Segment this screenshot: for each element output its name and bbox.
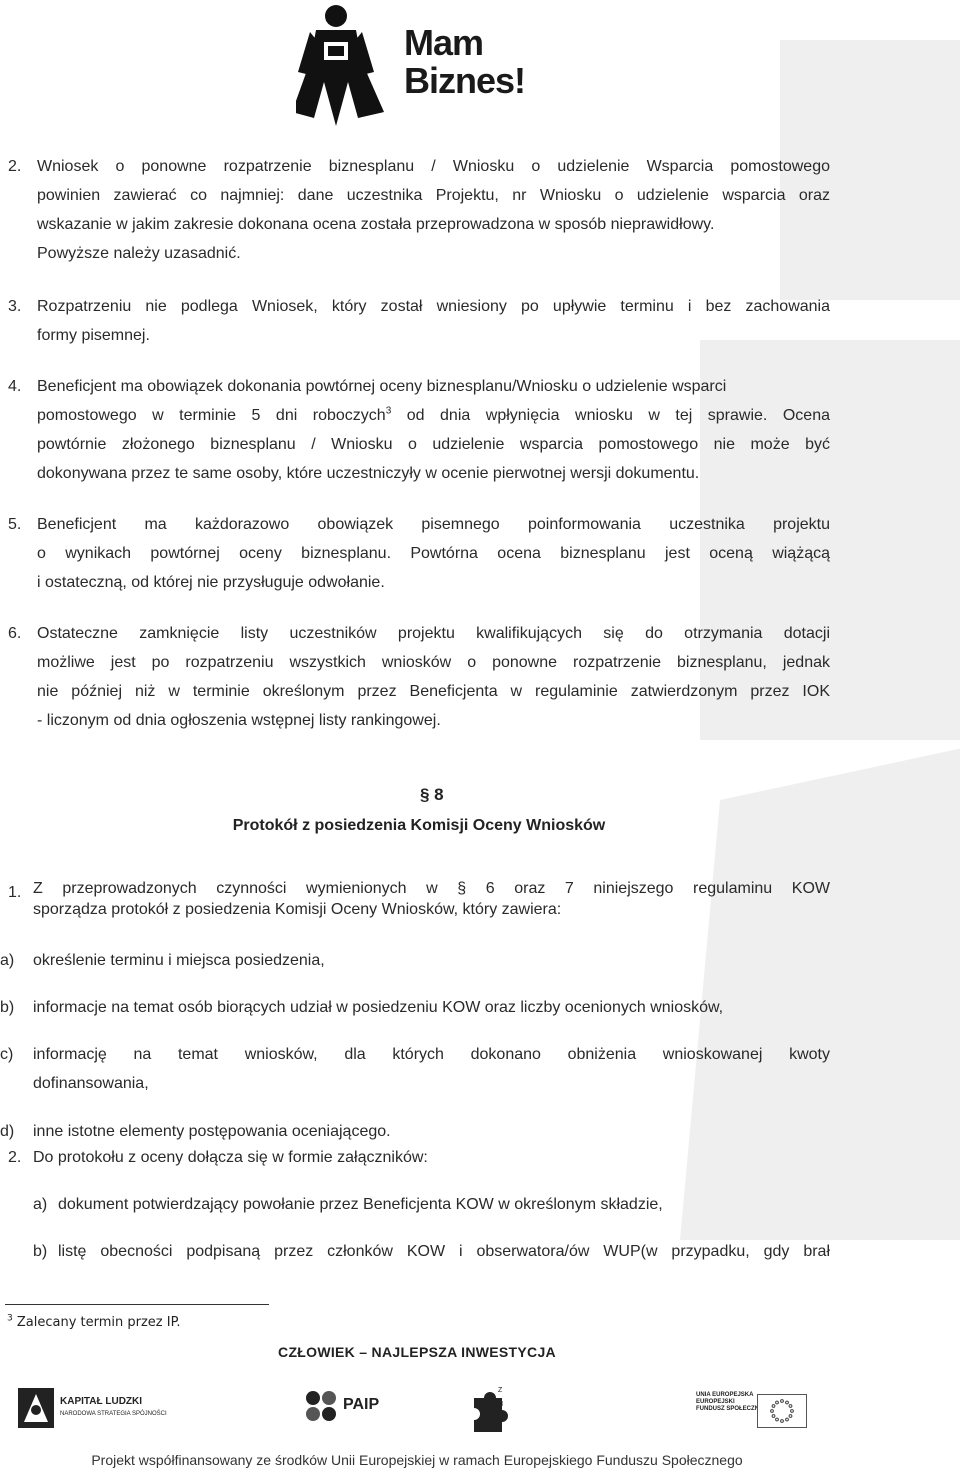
paragraph-item-6 xyxy=(37,619,830,735)
item-number: 5. xyxy=(8,516,22,533)
logo-wordmark xyxy=(404,24,525,100)
kapital-ludzki-subtitle: NARODOWA STRATEGIA SPÓJNOŚCI xyxy=(60,1411,167,1417)
footnote-mark: 3 xyxy=(7,1313,13,1324)
section-title: Protokół z posiedzenia Komisji Oceny Wniosków xyxy=(232,817,606,834)
item-number: 3. xyxy=(8,298,22,315)
item-number: 2. xyxy=(8,1149,22,1166)
footnote-ref[interactable]: 3 xyxy=(385,405,392,417)
text-line: Beneficjent ma obowiązek dokonania powtórnej oceny biznesplanu/Wniosku o udzielenie wsparci xyxy=(37,378,727,395)
eu-flag-icon xyxy=(757,1394,807,1428)
puzzle-icon xyxy=(470,1384,514,1434)
text-line: formy pisemnej. xyxy=(37,327,150,344)
item-number: 1. xyxy=(8,884,22,901)
kapital-ludzki-icon xyxy=(18,1388,54,1428)
text-line: listę obecności podpisaną przez członków KOW i obserwatora/ów WUP(w przypadku, gdy brał xyxy=(58,1243,830,1260)
text-line: możliwe jest po rozpatrzeniu wszystkich wniosków o ponowne rozpatrzenie biznesplanu, jednak xyxy=(37,654,830,671)
eu-label-line: UNIA EUROPEJSKA xyxy=(696,1392,754,1398)
text-line: określenie terminu i miejsca posiedzenia, xyxy=(33,952,325,969)
logo-line-2: Biznes! xyxy=(404,60,526,101)
section-number: § 8 xyxy=(420,785,444,804)
mam-biznes-logo xyxy=(296,2,556,126)
eu-label-line: EUROPEJSKI xyxy=(696,1399,735,1405)
text-line: Powyższe należy uzasadnić. xyxy=(37,245,241,262)
item-number: 4. xyxy=(8,378,22,395)
text-line: sporządza protokół z posiedzenia Komisji Oceny Wniosków, który zawiera: xyxy=(33,901,562,918)
paip-icon xyxy=(303,1388,339,1424)
znr-letters: Z N R xyxy=(498,1387,504,1422)
text-line: inne istotne elementy postępowania oceniającego. xyxy=(33,1123,391,1140)
paragraph-item-2 xyxy=(37,152,830,268)
attachment-item-b xyxy=(58,1237,830,1266)
sub-letter: b) xyxy=(0,999,15,1016)
text-line: informacje na temat osób biorących udział w posiedzeniu KOW oraz liczby ocenionych wniosków, xyxy=(33,999,724,1016)
sub-letter: c) xyxy=(0,1046,14,1063)
sub-item-a xyxy=(33,946,830,975)
paragraph-item-3 xyxy=(37,292,830,350)
text-line: powtórnie złożonego biznesplanu / Wniosku o udzielenie wsparcia pomostowego nie może być xyxy=(37,436,830,453)
paragraph-s8-item-2 xyxy=(33,1143,830,1172)
paragraph-item-5 xyxy=(37,510,830,597)
sub-letter: b) xyxy=(33,1243,48,1260)
footnote-separator xyxy=(5,1304,269,1305)
paragraph-s8-item-1 xyxy=(33,878,830,920)
logo-line-1: Mam xyxy=(404,22,484,63)
text-fragment: od dnia wpłynięcia wniosku w tej sprawie. Ocena xyxy=(391,407,830,424)
text-line: powinien zawierać co najmniej: dane uczestnika Projektu, nr Wniosku o udzielenie wsparcia oraz xyxy=(37,187,830,204)
sub-item-c xyxy=(33,1040,830,1098)
footnote-text: Zalecany termin przez IP. xyxy=(12,1315,181,1330)
text-line: dokument potwierdzający powołanie przez Beneficjenta KOW w określonym składzie, xyxy=(58,1196,663,1213)
text-line: i ostateczną, od której nie przysługuje odwołanie. xyxy=(37,574,385,591)
text-line-with-footnote xyxy=(37,401,830,430)
text-line: Wniosek o ponowne rozpatrzenie biznesplanu / Wniosku o udzielenie Wsparcia pomostowego xyxy=(37,158,830,175)
text-fragment: pomostowego w terminie 5 dni roboczych xyxy=(37,407,386,424)
text-line: dokonywana przez te same osoby, które uczestniczyły w ocenie pierwotnej wersji dokumentu. xyxy=(37,465,700,482)
sub-letter: a) xyxy=(0,952,15,969)
attachment-item-a xyxy=(58,1190,830,1219)
text-line: dofinansowania, xyxy=(33,1075,149,1092)
sub-item-b xyxy=(33,993,830,1022)
text-line: wskazanie w jakim zakresie dokonana ocena została przeprowadzona w sposób nieprawidłowy. xyxy=(37,216,715,233)
kapital-ludzki-title: KAPITAŁ LUDZKI xyxy=(60,1396,143,1407)
footnote xyxy=(7,1315,181,1330)
sub-letter: d) xyxy=(0,1123,15,1140)
text-line: Beneficjent ma każdorazowo obowiązek pisemnego poinformowania uczestnika projektu xyxy=(37,516,830,533)
eu-label xyxy=(696,1392,763,1413)
sub-item-d xyxy=(33,1117,830,1146)
superhero-icon xyxy=(296,2,396,126)
text-line: Ostateczne zamknięcie listy uczestników projektu kwalifikujących się do otrzymania dotacji xyxy=(37,625,830,642)
paragraph-item-4 xyxy=(37,372,830,488)
sub-letter: a) xyxy=(33,1196,48,1213)
text-line: Z przeprowadzonych czynności wymienionych w § 6 oraz 7 niniejszego regulaminu KOW xyxy=(33,880,830,897)
item-number: 6. xyxy=(8,625,22,642)
paip-label: PAIP xyxy=(343,1396,380,1413)
text-line: nie później niż w terminie określonym przez Beneficjenta w regulaminie zatwierdzonym przez IOK xyxy=(37,683,830,700)
footer-slogan: CZŁOWIEK – NAJLEPSZA INWESTYCJA xyxy=(278,1344,556,1360)
item-number: 2. xyxy=(8,158,22,175)
text-line: Do protokołu z oceny dołącza się w formie załączników: xyxy=(33,1149,428,1166)
text-line: Rozpatrzeniu nie podlega Wniosek, który został wniesiony po upływie terminu i bez zachowania xyxy=(37,298,830,315)
footer-logos xyxy=(0,1380,960,1440)
text-line: o wynikach powtórnej oceny biznesplanu. Powtórna ocena biznesplanu jest oceną wiążącą xyxy=(37,545,830,562)
text-line: - liczonym od dnia ogłoszenia wstępnej listy rankingowej. xyxy=(37,712,441,729)
funding-statement: Projekt współfinansowany ze środków Unii Europejskiej w ramach Europejskiego Funduszu Społecznego xyxy=(91,1452,743,1468)
text-line: informację na temat wniosków, dla których dokonano obniżenia wnioskowanej kwoty xyxy=(33,1046,830,1063)
eu-label-line: FUNDUSZ SPOŁECZNY xyxy=(696,1406,764,1412)
